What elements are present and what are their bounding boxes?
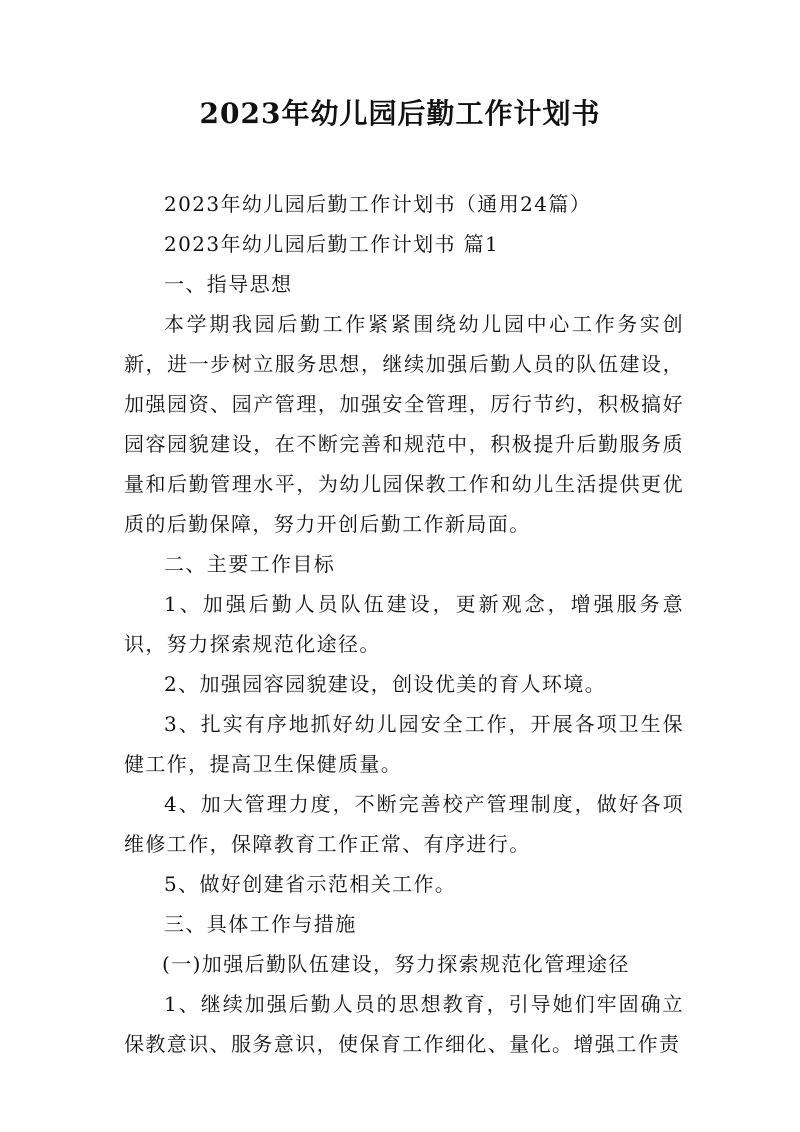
paragraph-subtitle: 2023年幼儿园后勤工作计划书（通用24篇） <box>164 192 592 216</box>
measure-item-1: 1、继续加强后勤人员的思想教育，引导她们牢固确立保教意识、服务意识，使保育工作细化、量化。增强工作责 <box>124 992 684 1056</box>
subheading-team-building: (一)加强后勤队伍建设，努力探索规范化管理途径 <box>162 952 630 976</box>
paragraph-section-heading: 2023年幼儿园后勤工作计划书 篇1 <box>164 232 500 256</box>
goal-item-1: 1、加强后勤人员队伍建设，更新观念，增强服务意识，努力探索规范化途径。 <box>124 592 684 656</box>
goal-item-4: 4、加大管理力度，不断完善校产管理制度，做好各项维修工作，保障教育工作正常、有序进行。 <box>124 792 684 856</box>
document-title: 2023年幼儿园后勤工作计划书 <box>199 97 601 130</box>
goal-item-2: 2、加强园容园貌建设，创设优美的育人环境。 <box>164 672 607 696</box>
heading-main-goals: 二、主要工作目标 <box>164 552 336 576</box>
heading-specific-measures: 三、具体工作与措施 <box>164 912 357 936</box>
goal-item-5: 5、做好创建省示范相关工作。 <box>164 872 457 896</box>
goal-item-3: 3、扎实有序地抓好幼儿园安全工作，开展各项卫生保健工作，提高卫生保健质量。 <box>124 712 684 776</box>
document-body <box>124 184 684 1064</box>
paragraph-guiding-ideology: 本学期我园后勤工作紧紧围绕幼儿园中心工作务实创新，进一步树立服务思想，继续加强后勤人员的队伍建设，加强园资、园产管理，加强安全管理，厉行节约，积极搞好园容园貌建设，在不断完善和规范中，积极提升后勤服务质量和后勤管理水平，为幼儿园保教工作和幼儿生活提供更优质的后勤保障，努力开创后勤工作新局面。 <box>124 312 684 536</box>
heading-guiding-ideology: 一、指导思想 <box>164 272 293 296</box>
